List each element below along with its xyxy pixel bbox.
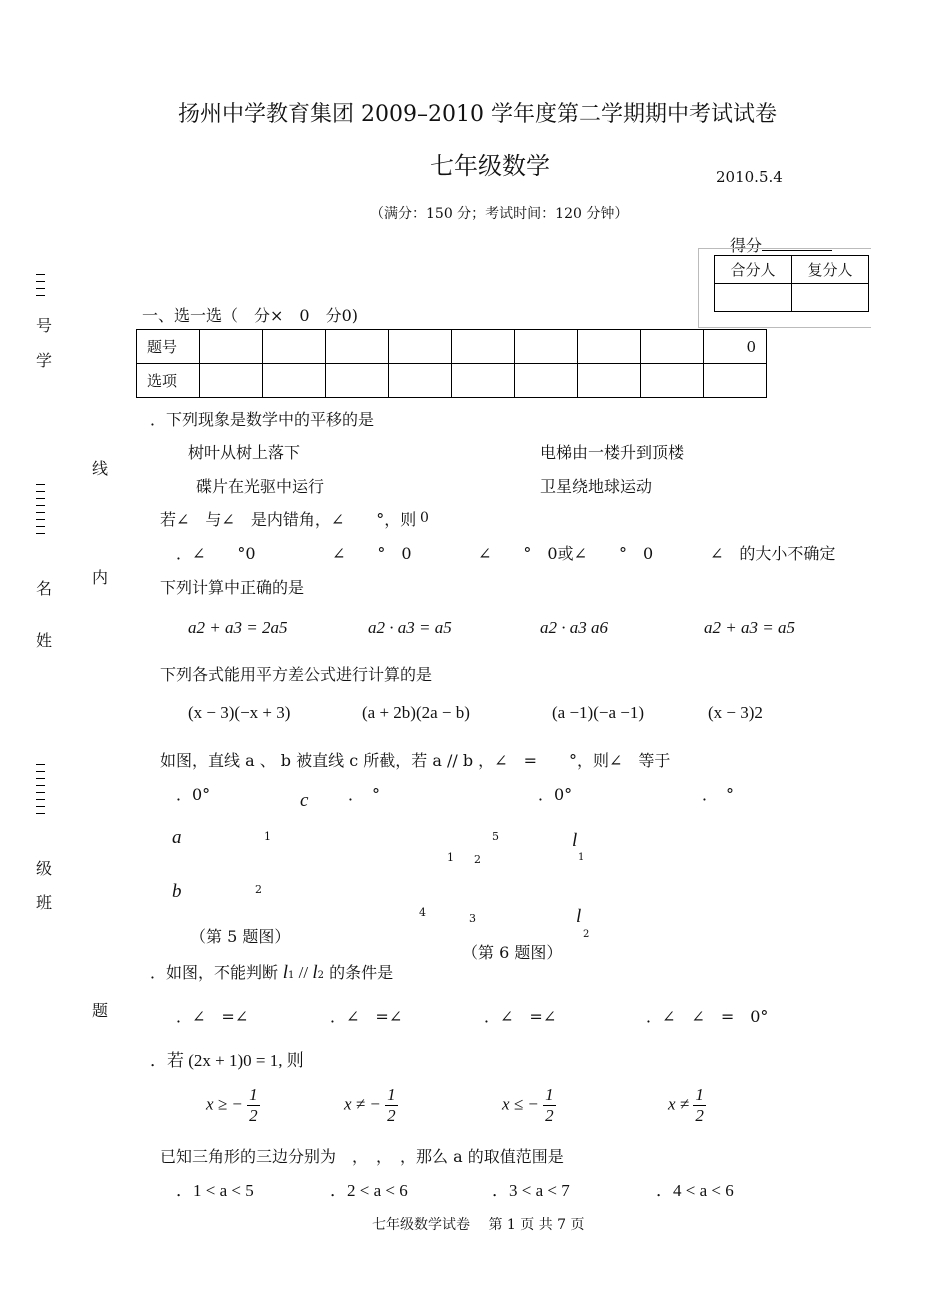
fig5-label-a: a [172,827,182,848]
q1-option-b: 电梯由一楼升到顶楼 [540,443,685,462]
q8-stem: 已知三角形的三边分别为 ， ， ，那么 a 的取值范围是 [160,1147,564,1166]
scorer-header: 合分人 [715,256,792,284]
answer-table-cell [326,330,389,364]
q2-option-a: ．∠ °0 [176,544,256,563]
section-heading: 一、选一选（ 分× 0 分0) [142,306,359,325]
answer-input-cell[interactable] [263,364,326,398]
q3-option-a: a2 + a3 = 2a5 [188,618,288,637]
q6-option-a: ．∠ =∠ [176,1007,249,1026]
margin-ji: 级 [36,859,53,878]
q4-stem: 下列各式能用平方差公式进行计算的是 [160,665,433,684]
dash-line-top [36,268,46,302]
answer-table-cell [515,330,578,364]
answer-input-cell[interactable] [452,364,515,398]
q3-option-b: a2 · a3 = a5 [368,618,452,637]
answer-table [136,329,767,398]
q3-stem: 下列计算中正确的是 [160,578,305,597]
q4-option-d: (x − 3)2 [708,703,763,722]
q2-stem-zero: 0 [420,510,429,526]
answer-table-cell [578,330,641,364]
reviewer-header: 复分人 [792,256,869,284]
q2-option-c: ∠ ° 0或∠ ° 0 [478,544,654,563]
margin-ban: 班 [36,893,53,912]
answer-input-cell[interactable] [641,364,704,398]
fig6-line-l2: l [576,906,582,927]
q6-option-c: ．∠ =∠ [484,1007,557,1026]
answer-table-cell [641,330,704,364]
q5-option-c: ．0° [538,785,573,804]
q8-option-a: ．1 < a < 5 [176,1181,254,1200]
fig6-line-l2-sub: 2 [583,929,590,940]
fig6-line-l1: l [572,830,578,851]
answer-table-cell [200,330,263,364]
answer-table-number-label: 题号 [137,330,200,364]
q8-option-b: ．2 < a < 6 [330,1181,408,1200]
answer-table-last-number: 0 [704,330,767,364]
margin-ti: 题 [92,1001,109,1020]
exam-subtitle: 七年级数学 [430,152,550,180]
score-label: 得分 [730,233,832,256]
answer-input-cell[interactable] [200,364,263,398]
fig6-label-2: 2 [474,853,481,866]
q2-stem: 若∠ 与∠ 是内错角，∠ °，则 [160,510,417,529]
q4-option-a: (x − 3)(−x + 3) [188,703,291,722]
q3-option-c: a2 · a3 a6 [540,618,608,637]
answer-input-cell[interactable] [515,364,578,398]
q2-option-b: ∠ ° 0 [332,544,412,563]
q7-option-a-fraction: $\frac{1}{2}$ [249,1085,258,1125]
exam-info: （满分：150 分；考试时间：120 分钟） [370,206,629,222]
exam-title: 扬州中学教育集团 2009–2010 学年度第二学期期中考试试卷 [178,102,777,127]
fig5-label-1: 1 [264,830,271,843]
q6-option-b: ．∠ =∠ [330,1007,403,1026]
answer-table-cell [452,330,515,364]
fig5-label-b: b [172,881,182,902]
q1-option-a: 树叶从树上落下 [188,443,301,462]
answer-input-cell[interactable] [389,364,452,398]
dash-line-bottom [36,758,46,820]
score-table [714,255,869,312]
q4-option-b: (a + 2b)(2a − b) [362,703,470,722]
q3-option-d: a2 + a3 = a5 [704,618,795,637]
q7-option-b-fraction: $\frac{1}{2}$ [387,1085,396,1125]
fig6-caption: （第 6 题图） [462,943,563,962]
q6-option-d: ．∠ ∠ = 0° [646,1007,769,1026]
q8-option-d: ．4 < a < 6 [656,1181,734,1200]
q7-option-c-fraction: $\frac{1}{2}$ [545,1085,554,1125]
fig6-label-3: 3 [469,912,476,925]
fig5-label-2: 2 [255,883,262,896]
exam-date: 2010.5.4 [716,168,783,186]
q5-option-b: ． ° [348,785,381,804]
fig6-label-4: 4 [419,906,426,919]
q5-option-a: ．0° [176,785,211,804]
page-footer: 七年级数学试卷 第 1 页 共 7 页 [372,1217,585,1233]
answer-table-cell [263,330,326,364]
answer-input-cell[interactable] [704,364,767,398]
margin-xian: 线 [92,459,109,478]
q7-option-a: x ≥ − $\frac{1}{2}$ [206,1085,258,1125]
margin-ming: 名 [36,579,53,598]
q1-option-c: 碟片在光驱中运行 [196,477,325,496]
fig6-label-5: 5 [492,830,499,843]
q7-option-b: x ≠ − $\frac{1}{2}$ [344,1085,396,1125]
fig6-label-1: 1 [447,851,454,864]
q8-option-c: ．3 < a < 7 [492,1181,570,1200]
margin-hao: 号 [36,316,53,335]
q5-option-d: ． ° [702,785,735,804]
fig5-label-c: c [300,790,309,811]
answer-table-option-label: 选项 [137,364,200,398]
answer-input-cell[interactable] [326,364,389,398]
q1-stem: ．下列现象是数学中的平移的是 [150,410,375,429]
reviewer-cell[interactable] [792,284,869,312]
q7-option-d-fraction: $\frac{1}{2}$ [695,1085,704,1125]
q5-stem: 如图，直线 a 、 b 被直线 c 所截，若 a // b ，∠ = °，则∠ 等于 [160,751,671,770]
margin-nei: 内 [92,568,109,587]
answer-table-cell [389,330,452,364]
q7-option-d: x ≠ $\frac{1}{2}$ [668,1085,704,1125]
dash-line-middle [36,478,46,540]
q7-stem: ．若 (2x + 1)0 = 1, 则 [150,1051,304,1070]
q2-option-d: ∠ 的大小不确定 [710,544,836,563]
q1-option-d: 卫星绕地球运动 [540,477,653,496]
q4-option-c: (a −1)(−a −1) [552,703,644,722]
margin-xing: 姓 [36,631,53,650]
answer-input-cell[interactable] [578,364,641,398]
margin-xue: 学 [36,351,53,370]
q6-stem: ．如图，不能判断 l1 // l2 的条件是 [150,962,394,983]
scorer-cell[interactable] [715,284,792,312]
q7-option-c: x ≤ − $\frac{1}{2}$ [502,1085,554,1125]
fig6-line-l1-sub: 1 [578,852,585,863]
fig5-caption: （第 5 题图） [190,927,291,946]
